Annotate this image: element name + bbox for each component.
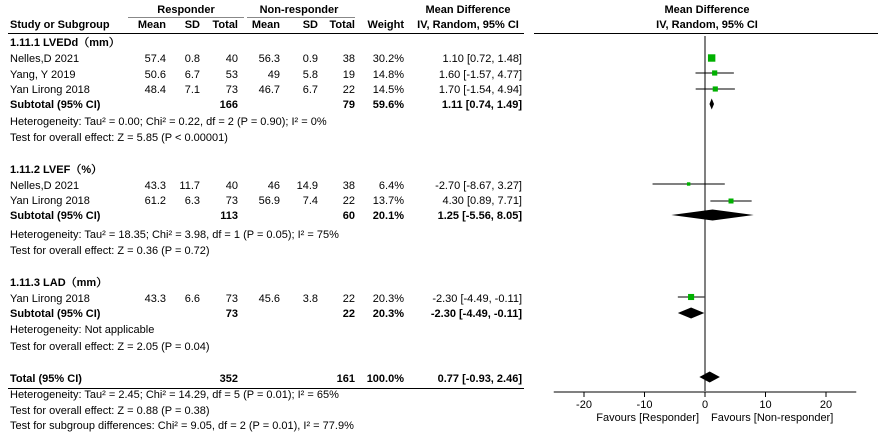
total1-cell: 73 xyxy=(225,195,238,207)
sd2-cell: 0.9 xyxy=(302,53,318,65)
total2-cell: 22 xyxy=(342,293,355,305)
sd2-cell: 6.7 xyxy=(302,84,318,96)
x-tick-label: 20 xyxy=(819,399,833,411)
total-label: Total (95% CI) xyxy=(10,373,82,385)
mean1-cell: 50.6 xyxy=(144,69,166,81)
subgroup-title: 1.11.2 LVEF（%） xyxy=(10,164,103,176)
mean1-col-header: Mean xyxy=(137,19,166,31)
subgroup-differences-text: Test for subgroup differences: Chi² = 9.05, df = 2 (P = 0.01), I² = 77.9% xyxy=(10,420,354,432)
subtotal-weight: 20.3% xyxy=(372,308,404,320)
sd1-cell: 6.3 xyxy=(184,195,200,207)
pooled-diamond xyxy=(671,210,753,221)
sd1-cell: 0.8 xyxy=(184,53,200,65)
ci-cell: -2.30 [-4.49, -0.11] xyxy=(432,293,522,305)
sd2-cell: 5.8 xyxy=(302,69,318,81)
effect-method-header: IV, Random, 95% CI xyxy=(417,19,519,31)
effect-header: Mean Difference xyxy=(425,4,511,16)
x-tick-label: -20 xyxy=(576,399,592,411)
total1-cell: 73 xyxy=(225,84,238,96)
study-name: Yan Lirong 2018 xyxy=(10,84,90,96)
subtotal-total1: 113 xyxy=(220,210,238,222)
study-weight-square xyxy=(687,182,690,185)
mean1-cell: 57.4 xyxy=(144,53,166,65)
x-tick-label: 10 xyxy=(759,399,772,411)
study-weight-square xyxy=(712,70,717,75)
subgroup-title: 1.11.3 LAD（mm） xyxy=(10,277,108,289)
total2-cell: 38 xyxy=(342,53,355,65)
overall-effect-text: Test for overall effect: Z = 0.36 (P = 0.72) xyxy=(10,245,210,257)
subtotal-total2: 22 xyxy=(342,308,355,320)
total-overall-effect-text: Test for overall effect: Z = 0.88 (P = 0.38) xyxy=(10,405,210,417)
sd2-cell: 3.8 xyxy=(302,293,318,305)
mean2-cell: 46 xyxy=(267,180,280,192)
subtotal-label: Subtotal (95% CI) xyxy=(10,210,101,222)
study-name: Nelles,D 2021 xyxy=(10,180,80,192)
study-weight-square xyxy=(729,199,734,204)
favours-left-label: Favours [Responder] xyxy=(596,412,699,424)
total-heterogeneity-text: Heterogeneity: Tau² = 2.45; Chi² = 14.29, df = 5 (P = 0.01); I² = 65% xyxy=(10,389,339,401)
mean1-cell: 43.3 xyxy=(144,293,166,305)
total1-cell: 73 xyxy=(225,293,238,305)
total2-cell: 38 xyxy=(342,180,355,192)
pooled-diamond xyxy=(678,308,704,319)
mean1-cell: 48.4 xyxy=(144,84,166,96)
ci-cell: 4.30 [0.89, 7.71] xyxy=(442,195,522,207)
subtotal-label: Subtotal (95% CI) xyxy=(10,99,101,111)
subtotal-weight: 59.6% xyxy=(372,99,404,111)
subtotal-total2: 79 xyxy=(342,99,355,111)
study-weight-square xyxy=(708,54,715,61)
x-tick-label: 0 xyxy=(701,399,709,411)
ci-cell: 1.60 [-1.57, 4.77] xyxy=(438,69,522,81)
ci-cell: 1.70 [-1.54, 4.94] xyxy=(438,84,522,96)
heterogeneity-text: Heterogeneity: Tau² = 0.00; Chi² = 0.22, df = 2 (P = 0.90); I² = 0% xyxy=(10,116,327,128)
weight-cell: 20.3% xyxy=(372,293,404,305)
mean2-cell: 49 xyxy=(267,69,280,81)
plot-method-header: IV, Random, 95% CI xyxy=(656,19,758,31)
sd2-cell: 14.9 xyxy=(296,180,318,192)
study-col-header: Study or Subgroup xyxy=(10,19,110,31)
total1-cell: 53 xyxy=(225,69,238,81)
subtotal-total2: 60 xyxy=(342,210,355,222)
subtotal-total1: 166 xyxy=(219,99,238,111)
heterogeneity-text: Heterogeneity: Tau² = 18.35; Chi² = 3.98, df = 1 (P = 0.05); I² = 75% xyxy=(10,229,339,241)
study-name: Yang, Y 2019 xyxy=(10,69,76,81)
study-name: Yan Lirong 2018 xyxy=(10,293,90,305)
total1-cell: 40 xyxy=(225,53,238,65)
study-name: Yan Lirong 2018 xyxy=(10,195,90,207)
weight-cell: 14.5% xyxy=(372,84,404,96)
plot-header: Mean Difference xyxy=(664,4,750,16)
total2-col-header: Total xyxy=(329,19,355,31)
sd2-col-header: SD xyxy=(302,19,318,31)
total2-cell: 22 xyxy=(342,195,355,207)
subtotal-label: Subtotal (95% CI) xyxy=(10,308,101,320)
overall-effect-text: Test for overall effect: Z = 5.85 (P < 0.00001) xyxy=(10,132,228,144)
favours-right-label: Favours [Non-responder] xyxy=(711,412,834,424)
subtotal-ci: 1.25 [-5.56, 8.05] xyxy=(437,210,522,222)
weight-cell: 30.2% xyxy=(372,53,404,65)
total-ci: 0.77 [-0.93, 2.46] xyxy=(437,373,522,385)
subtotal-weight: 20.1% xyxy=(372,210,404,222)
total-weight: 100.0% xyxy=(366,373,404,385)
weight-cell: 6.4% xyxy=(378,180,404,192)
subtotal-total1: 73 xyxy=(225,308,238,320)
sd1-cell: 6.6 xyxy=(184,293,200,305)
group1-header: Responder xyxy=(157,4,215,16)
mean1-cell: 61.2 xyxy=(144,195,166,207)
sd1-cell: 11.7 xyxy=(179,180,200,192)
mean2-col-header: Mean xyxy=(251,19,280,31)
total-total2: 161 xyxy=(336,373,355,385)
mean2-cell: 56.9 xyxy=(258,195,280,207)
heterogeneity-text: Heterogeneity: Not applicable xyxy=(10,324,155,336)
sd2-cell: 7.4 xyxy=(302,195,318,207)
total2-cell: 19 xyxy=(342,69,355,81)
study-weight-square xyxy=(688,294,694,300)
subtotal-ci: -2.30 [-4.49, -0.11] xyxy=(430,308,522,320)
sd1-cell: 6.7 xyxy=(184,69,200,81)
mean1-cell: 43.3 xyxy=(144,180,166,192)
sd1-col-header: SD xyxy=(184,19,200,31)
ci-cell: 1.10 [0.72, 1.48] xyxy=(442,53,522,65)
group2-header: Non-responder xyxy=(259,4,339,16)
study-weight-square xyxy=(713,86,718,91)
pooled-diamond xyxy=(709,99,714,110)
sd1-cell: 7.1 xyxy=(184,84,200,96)
total-total1: 352 xyxy=(219,373,238,385)
weight-col-header: Weight xyxy=(367,19,404,31)
overall-effect-text: Test for overall effect: Z = 2.05 (P = 0.04) xyxy=(10,341,210,353)
subgroup-title: 1.11.1 LVEDd（mm） xyxy=(10,37,120,49)
ci-cell: -2.70 [-8.67, 3.27] xyxy=(435,180,522,192)
weight-cell: 13.7% xyxy=(372,195,404,207)
x-tick-label: -10 xyxy=(636,399,653,411)
pooled-diamond xyxy=(699,372,720,383)
mean2-cell: 46.7 xyxy=(258,84,280,96)
total1-col-header: Total xyxy=(212,19,238,31)
study-name: Nelles,D 2021 xyxy=(10,53,80,65)
mean2-cell: 56.3 xyxy=(258,53,280,65)
subtotal-ci: 1.11 [0.74, 1.49] xyxy=(441,99,522,111)
total2-cell: 22 xyxy=(342,84,355,96)
total1-cell: 40 xyxy=(225,180,238,192)
weight-cell: 14.8% xyxy=(372,69,404,81)
mean2-cell: 45.6 xyxy=(258,293,280,305)
